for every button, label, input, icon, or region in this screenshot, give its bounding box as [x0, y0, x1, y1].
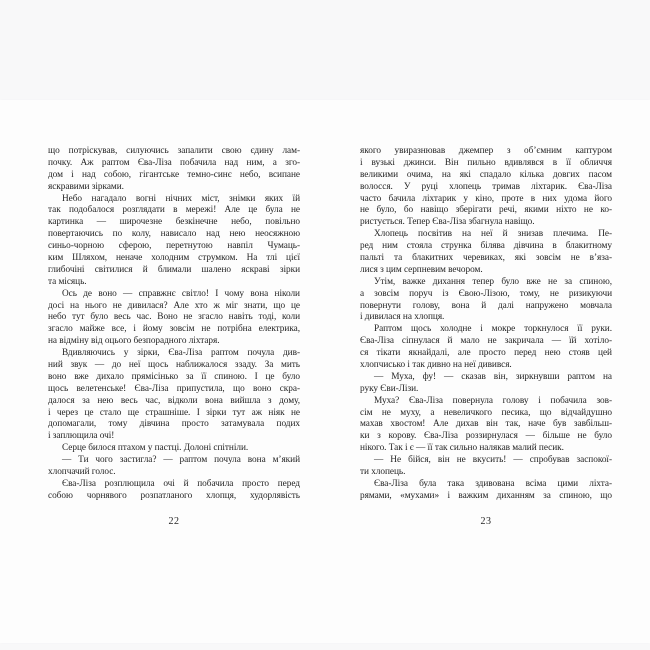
- text-line: Єва-Ліза сіпнулася й мало не закричала — їй хотіло-: [360, 336, 612, 347]
- text-line: дом і над собою, гігантське темно-синє небо, всипане: [48, 169, 300, 180]
- text-line: і заплющила очі!: [48, 431, 115, 442]
- text-line: і дивилася на хлопця.: [360, 312, 445, 323]
- text-line: махав хвостом! Але дихав він так, наче був завбільш-: [360, 419, 612, 430]
- text-line: сім не муху, а невеличкого песика, що відчайдушно: [360, 407, 612, 418]
- text-line: Хлопець посвітив на неї й знизав плечима. Пе-: [374, 229, 612, 240]
- text-line: великими очима, на які спадало кілька довгих пасом: [360, 169, 612, 180]
- text-line: Утім, важке дихання тепер було вже не за спиною,: [374, 276, 612, 287]
- text-line: хлопчачий голос.: [48, 467, 116, 478]
- text-line: лися з цим серпневим вечором.: [360, 264, 483, 275]
- text-line: яскравими зірками.: [48, 181, 124, 192]
- text-line: ти хлопець.: [360, 467, 406, 478]
- text-line: воно вже дихало прямісінько за її спиною. І це було: [48, 371, 300, 382]
- text-line: так подобалося розглядати в мережі! Але це була не: [48, 205, 300, 216]
- text-line: повернути голову, вона й далі напружено мовчала: [360, 300, 612, 311]
- text-line: допомагали, тому дівчина просто затамувала подих: [48, 419, 300, 430]
- page-number-right: 23: [480, 516, 492, 527]
- text-line: рямами, «мухами» і важким диханням за спиною, що: [360, 490, 612, 501]
- text-line: собою чорнявого розпатланого хлопця, худорлявість: [48, 490, 300, 501]
- text-line: ки з корову. Єва-Ліза роззирнулася — більше не було: [360, 431, 612, 442]
- text-line: ким Шляхом, неначе холодним струмком. На тлі цієї: [48, 253, 300, 264]
- text-line: а зовсім поруч із Євою-Лізою, тому, не ризикуючи: [360, 288, 612, 299]
- text-line: почку. Аж раптом Єва-Ліза побачила над ним, а зго-: [48, 157, 300, 168]
- text-line: ристується. Тепер Єва-Ліза збагнула навіщо.: [360, 217, 535, 228]
- text-line: не було, бо навіщо зберігати речі, якими ніхто не ко-: [360, 205, 612, 216]
- text-line: нікого. Так і є — її так сильно налякав малий песик.: [360, 443, 564, 454]
- text-line: і через це стало ще страшніше. І зірки тут аж ніяк не: [48, 407, 300, 418]
- text-line: Єва-Ліза була така здивована всіма цими ліхта-: [374, 478, 612, 489]
- text-line: ний звук — до неї щось наближалося ззаду. За мить: [48, 360, 300, 371]
- text-line: часто бачила ліхтарик у кіно, проте в них удома його: [360, 193, 612, 204]
- text-line: хлопчисько і так дивно на неї дивився.: [360, 360, 512, 371]
- text-line: повертаючись по колу, нависало над нею неосяжною: [48, 229, 300, 240]
- text-line: пальті та блакитних черевиках, які зовсім не в’яза-: [360, 253, 612, 264]
- text-line: якого увиразнював джемпер з об’ємним каптуром: [360, 146, 612, 156]
- page-number-left: 22: [168, 516, 180, 527]
- text-line: Муха? Єва-Ліза повернула голову і побачила зов-: [374, 395, 612, 406]
- text-line: Серце билося птахом у пастці. Долоні спітніли.: [62, 443, 249, 454]
- text-line: на відміну від оцього безпорадного ліхтаря.: [48, 336, 220, 347]
- book-spread: [0, 100, 650, 643]
- text-line: глибочіні світилися й блимали шалено яскраві зірки: [48, 264, 300, 275]
- text-line: небо тут було весь час. Воно не згасло навіть тоді, коли: [48, 312, 300, 323]
- text-line: і вузькі джинси. Він пильно вдивлявся в її обличчя: [360, 157, 612, 168]
- text-line: Ось де воно — справжнє світло! І чому вона ніколи: [62, 288, 300, 299]
- text-line: Небо нагадало вогні нічних міст, знімки яких їй: [62, 193, 300, 204]
- text-line: Вдивляючись у зірки, Єва-Ліза раптом почула див-: [62, 348, 300, 359]
- text-line: — Муха, фу! — сказав він, зиркнувши раптом на: [374, 371, 612, 382]
- text-line: Єва-Ліза розплющила очі й побачила просто перед: [62, 478, 300, 489]
- text-line: картинка — широчезне безкінечне небо, повільно: [48, 217, 300, 228]
- text-line: — Не бійся, він не вкусить! — спробував заспокої-: [374, 455, 612, 466]
- text-line: ся тікати якнайдалі, але просто перед нею стояв цей: [360, 348, 612, 359]
- text-line: що потріскував, силуючись запалити свою єдину лам-: [48, 146, 300, 156]
- text-line: синьо-чорною сферою, перетнутою навпіл Чумаць-: [48, 241, 300, 252]
- page-right-text-column: [360, 146, 612, 503]
- text-line: досі на нього не дивилася? Але хто ж міг знати, що це: [48, 300, 300, 311]
- text-line: щось велетенське! Єва-Ліза припустила, що воно скра-: [48, 383, 300, 394]
- page-left-text-column: [48, 146, 300, 503]
- text-line: Раптом щось холодне і мокре торкнулося її руки.: [374, 324, 612, 335]
- text-line: далося за нею весь час, відколи вона вийшла з дому,: [48, 395, 300, 406]
- text-line: — Ти чого застигла? — раптом почула вона м’який: [62, 455, 300, 466]
- text-line: волосся. У руці хлопець тримав ліхтарик. Єва-Ліза: [360, 181, 612, 192]
- text-line: руку Єви-Лізи.: [360, 383, 419, 394]
- text-line: згасло майже все, і йому зовсім не потрібна електрика,: [48, 324, 300, 335]
- text-line: та місяць.: [48, 276, 87, 287]
- text-line: ред ним стояла струнка білява дівчина в блакитному: [360, 241, 612, 252]
